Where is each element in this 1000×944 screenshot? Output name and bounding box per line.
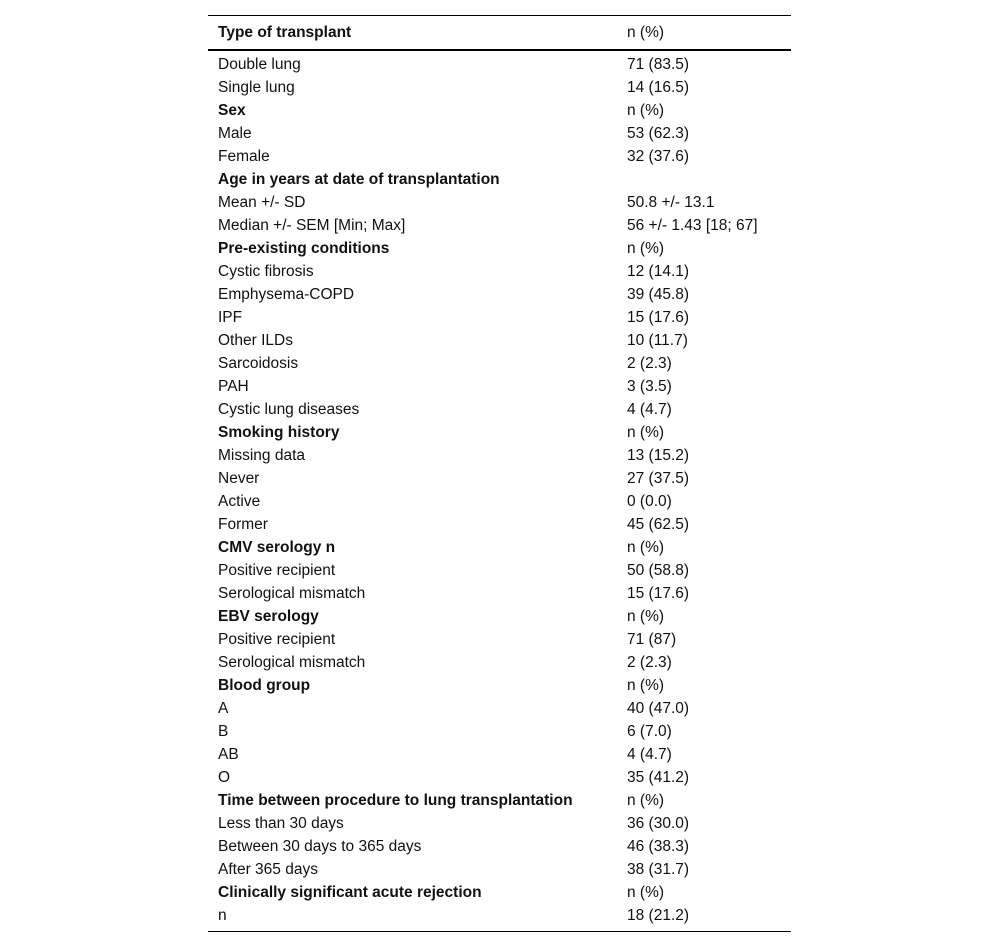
row-label: After 365 days — [218, 861, 318, 878]
row-label: Active — [218, 493, 261, 510]
row-label: Mean +/- SD — [218, 194, 306, 211]
row-value: 0 (0.0) — [627, 493, 672, 510]
section-header-row — [208, 99, 791, 122]
table-row — [208, 743, 791, 766]
section-value: n (%) — [627, 677, 665, 694]
table-header-row — [208, 16, 791, 51]
table-row — [208, 122, 791, 145]
row-value: 2 (2.3) — [627, 654, 672, 671]
table-row — [208, 697, 791, 720]
section-label: Smoking history — [218, 424, 340, 441]
row-value: 2 (2.3) — [627, 355, 672, 372]
table-row — [208, 490, 791, 513]
section-value: n (%) — [627, 424, 665, 441]
section-header-row — [208, 421, 791, 444]
section-label: Pre-existing conditions — [218, 240, 390, 257]
table-row — [208, 835, 791, 858]
row-value: 46 (38.3) — [627, 838, 690, 855]
section-value: n (%) — [627, 539, 665, 556]
table-row — [208, 904, 791, 927]
row-value: 50 (58.8) — [627, 562, 690, 579]
section-label: Clinically significant acute rejection — [218, 884, 482, 901]
row-value: 45 (62.5) — [627, 516, 690, 533]
row-label: Cystic fibrosis — [218, 263, 314, 280]
row-value: 39 (45.8) — [627, 286, 690, 303]
section-value: n (%) — [627, 240, 665, 257]
table-row — [208, 559, 791, 582]
row-label: O — [218, 769, 231, 786]
table-row — [208, 398, 791, 421]
row-label: B — [218, 723, 229, 740]
row-label: Median +/- SEM [Min; Max] — [218, 217, 406, 234]
header-value: n (%) — [627, 23, 665, 41]
row-value: 4 (4.7) — [627, 746, 672, 763]
table-row — [208, 283, 791, 306]
row-label: Positive recipient — [218, 631, 336, 648]
section-header-row — [208, 881, 791, 904]
row-value: 3 (3.5) — [627, 378, 672, 395]
row-label: Emphysema-COPD — [218, 286, 355, 303]
row-label: Less than 30 days — [218, 815, 344, 832]
row-value: 12 (14.1) — [627, 263, 690, 280]
table-row — [208, 628, 791, 651]
table-row — [208, 306, 791, 329]
section-value: n (%) — [627, 792, 665, 809]
row-value: 14 (16.5) — [627, 79, 690, 96]
section-label: Sex — [218, 102, 246, 119]
table-row — [208, 76, 791, 99]
row-value: 53 (62.3) — [627, 125, 690, 142]
row-label: Double lung — [218, 56, 301, 73]
row-value: 10 (11.7) — [627, 332, 688, 349]
row-value: 18 (21.2) — [627, 907, 690, 924]
row-value: 13 (15.2) — [627, 447, 690, 464]
table-row — [208, 467, 791, 490]
section-header-row — [208, 789, 791, 812]
table-row — [208, 582, 791, 605]
row-label: Single lung — [218, 79, 295, 96]
row-label: Former — [218, 516, 268, 533]
row-value: 15 (17.6) — [627, 585, 690, 602]
section-label: Blood group — [218, 677, 311, 694]
table-row — [208, 145, 791, 168]
section-value: n (%) — [627, 608, 665, 625]
table-row — [208, 444, 791, 467]
row-value: 38 (31.7) — [627, 861, 690, 878]
table-row — [208, 352, 791, 375]
row-value: 35 (41.2) — [627, 769, 690, 786]
row-label: Other ILDs — [218, 332, 293, 349]
table-row — [208, 513, 791, 536]
row-label: Cystic lung diseases — [218, 401, 360, 418]
row-value: 27 (37.5) — [627, 470, 690, 487]
section-header-row — [208, 605, 791, 628]
row-value: 6 (7.0) — [627, 723, 672, 740]
row-value: 71 (83.5) — [627, 56, 690, 73]
row-label: Sarcoidosis — [218, 355, 299, 372]
row-value: 40 (47.0) — [627, 700, 690, 717]
section-header-row — [208, 168, 791, 191]
table-bottom-rule — [208, 931, 791, 932]
header-label: Type of transplant — [218, 23, 352, 41]
section-value — [627, 168, 791, 191]
section-header-row — [208, 674, 791, 697]
row-value: 50.8 +/- 13.1 — [627, 194, 715, 211]
table-body — [208, 50, 791, 927]
table-row — [208, 720, 791, 743]
section-value: n (%) — [627, 884, 665, 901]
row-label: Serological mismatch — [218, 585, 366, 602]
row-value: 71 (87) — [627, 631, 677, 648]
characteristics-table — [208, 15, 791, 927]
table-row — [208, 214, 791, 237]
row-label: n — [218, 907, 227, 924]
row-label: Never — [218, 470, 260, 487]
table-row — [208, 812, 791, 835]
table-row — [208, 766, 791, 789]
row-label: Missing data — [218, 447, 306, 464]
table-row — [208, 651, 791, 674]
table-row — [208, 858, 791, 881]
row-label: IPF — [218, 309, 243, 326]
row-label: PAH — [218, 378, 249, 395]
characteristics-table-container — [208, 15, 791, 932]
table-row — [208, 50, 791, 76]
table-row — [208, 260, 791, 283]
table-row — [208, 191, 791, 214]
row-value: 56 +/- 1.43 [18; 67] — [627, 217, 758, 234]
section-label: Time between procedure to lung transplantation — [218, 792, 573, 809]
row-label: A — [218, 700, 229, 717]
row-label: Male — [218, 125, 252, 142]
section-header-row — [208, 237, 791, 260]
row-label: Serological mismatch — [218, 654, 366, 671]
row-label: Female — [218, 148, 270, 165]
section-label: CMV serology n — [218, 539, 336, 556]
row-value: 4 (4.7) — [627, 401, 672, 418]
row-value: 36 (30.0) — [627, 815, 690, 832]
row-label: Positive recipient — [218, 562, 336, 579]
row-value: 15 (17.6) — [627, 309, 690, 326]
section-label: EBV serology — [218, 608, 319, 625]
section-value: n (%) — [627, 102, 665, 119]
table-row — [208, 375, 791, 398]
row-label: Between 30 days to 365 days — [218, 838, 422, 855]
section-label: Age in years at date of transplantation — [218, 171, 500, 188]
section-header-row — [208, 536, 791, 559]
row-value: 32 (37.6) — [627, 148, 690, 165]
table-row — [208, 329, 791, 352]
row-label: AB — [218, 746, 239, 763]
